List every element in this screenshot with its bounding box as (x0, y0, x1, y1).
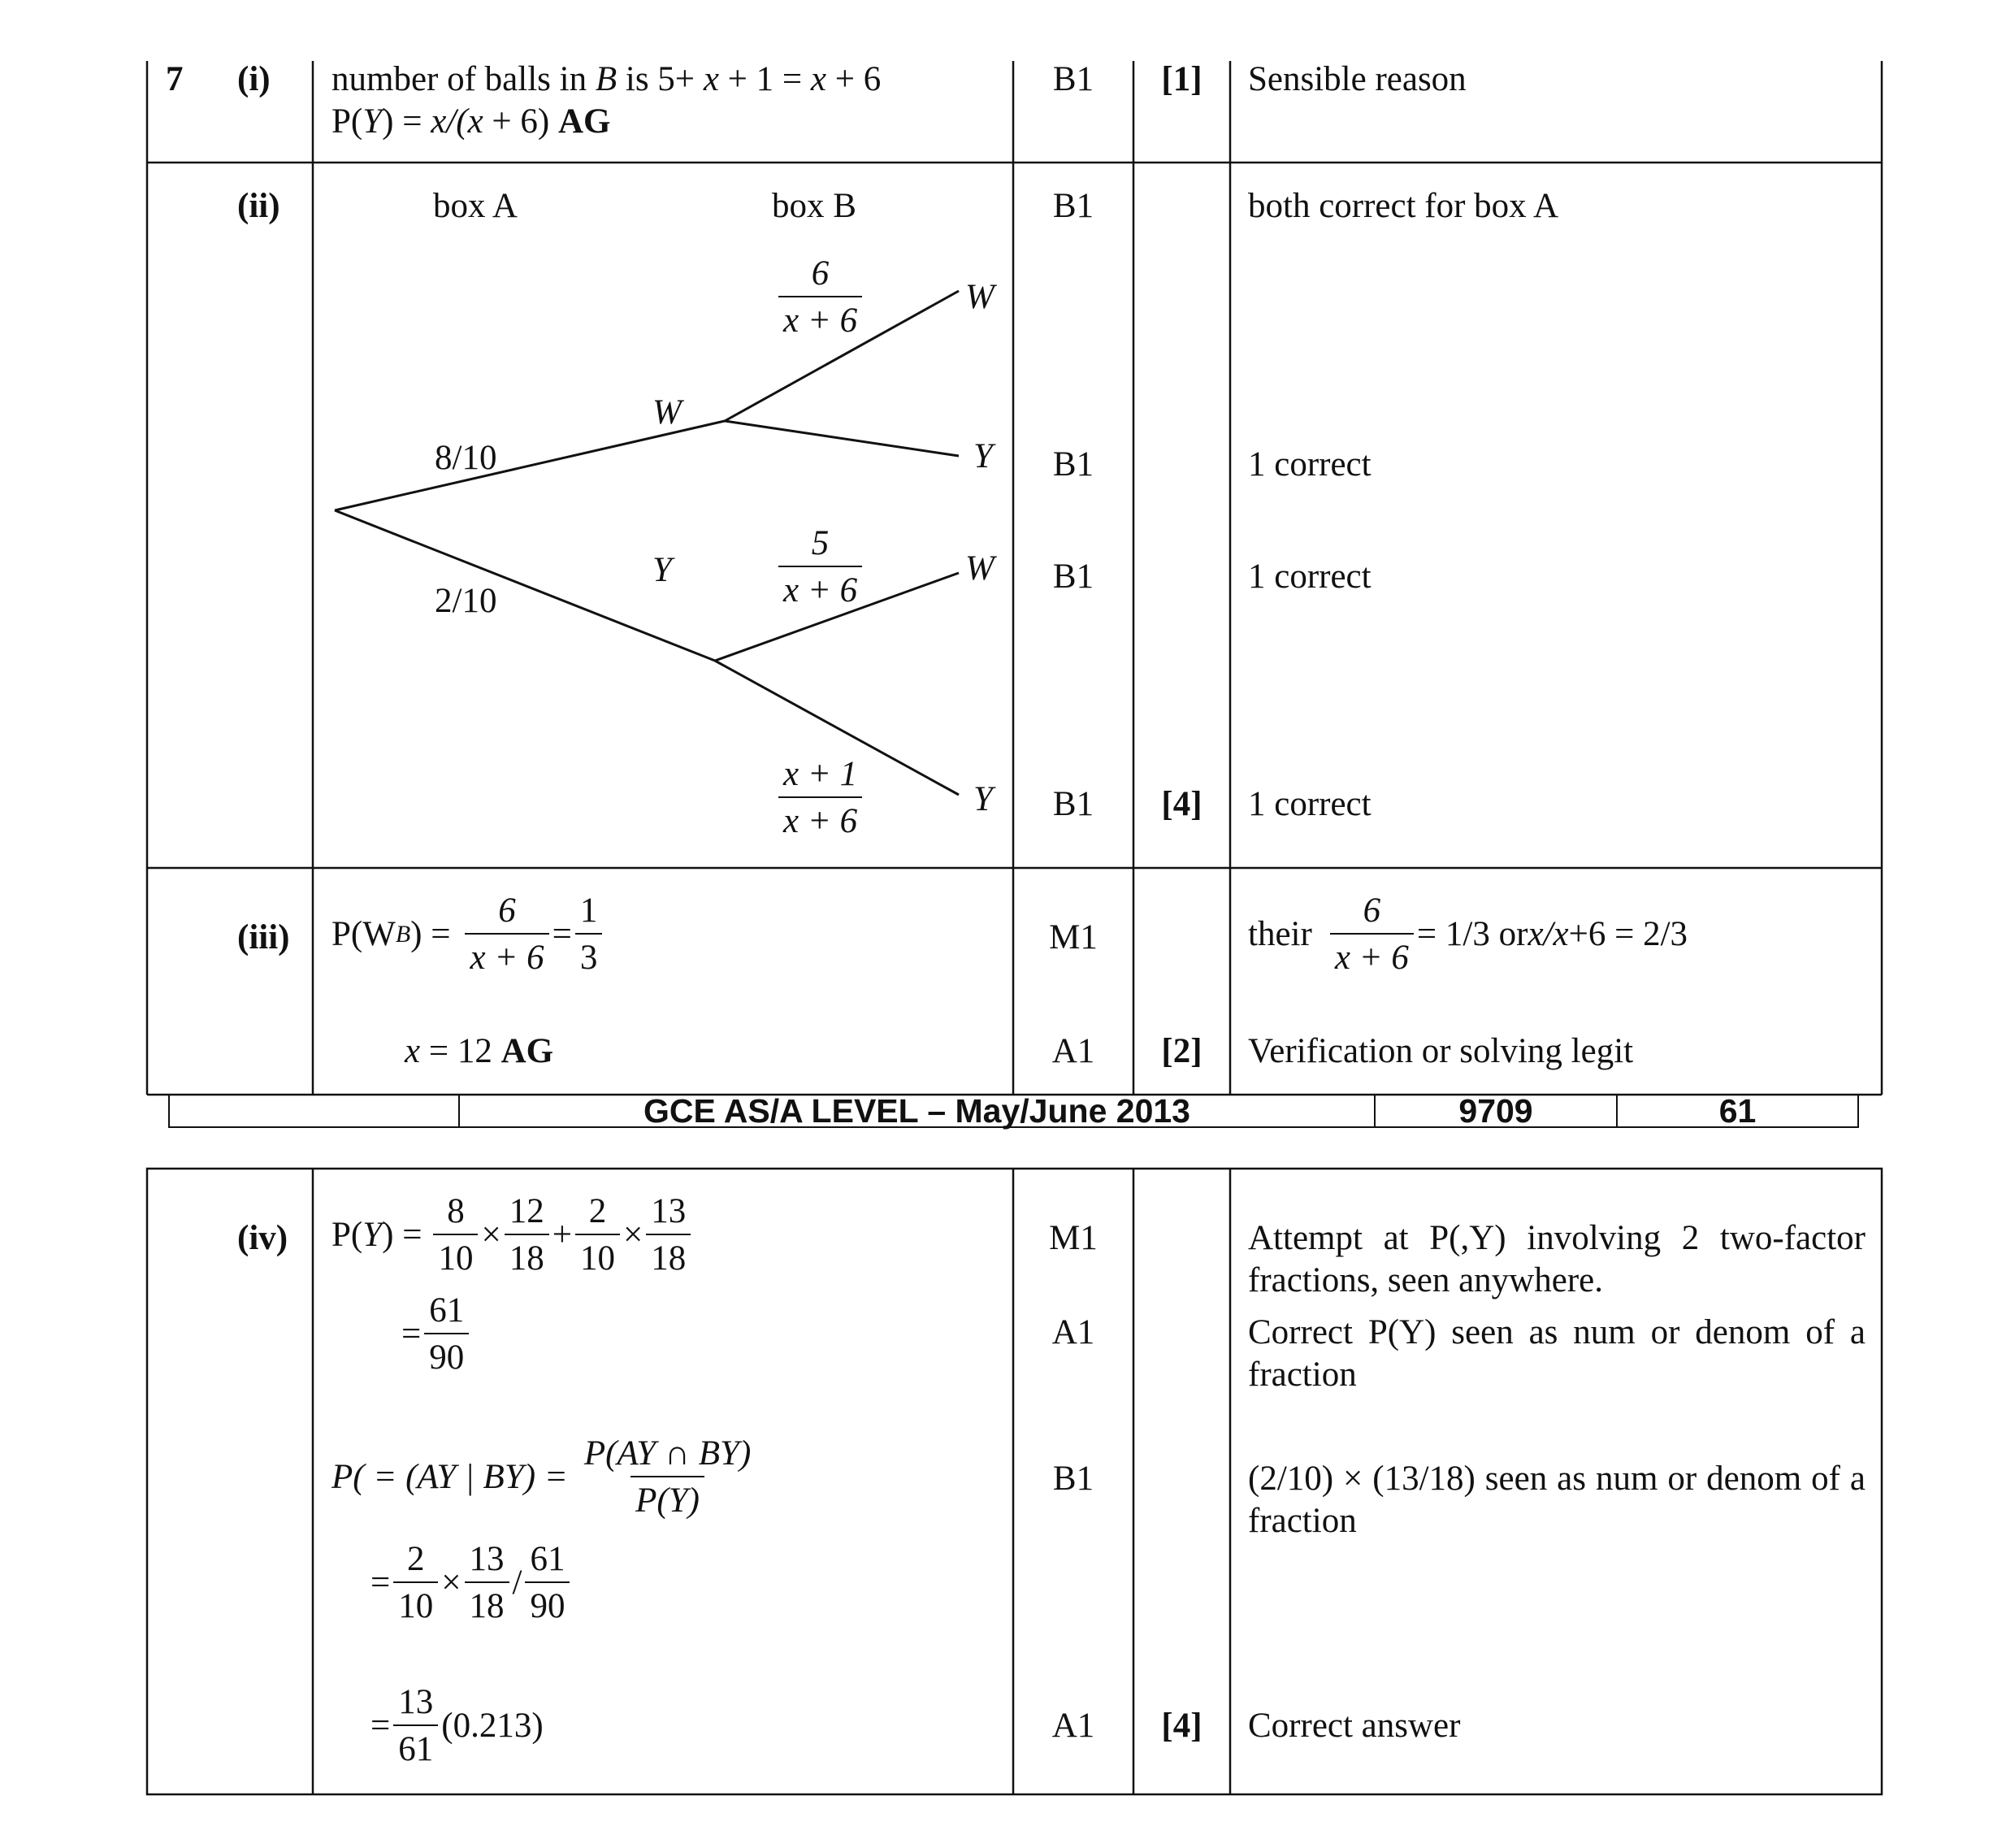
part-i-line1: number of balls in B is 5+ x + 1 = x + 6 (332, 60, 882, 98)
part-ii-label: (ii) (237, 187, 280, 225)
question-number: 7 (166, 60, 184, 98)
leaf-yw: W (965, 549, 994, 588)
part-ii-note-3: 1 correct (1248, 557, 1372, 596)
prob-a-yellow: 2/10 (435, 582, 497, 620)
box-a-label: box A (433, 187, 518, 225)
part-iv-py-result: = $\frac{61}{90}$ (401, 1292, 472, 1377)
part-iv-py-equation: P( Y ) = $\frac{8}{10}$ × $\frac{12}{18}$ + $\frac{2}{10}$ × $\frac{13}{18}$ (332, 1193, 694, 1278)
part-iv-note-4: Correct answer (1248, 1707, 1461, 1745)
part-iii-result: x = 12 AG (405, 1032, 554, 1070)
leaf-ww: W (965, 278, 994, 316)
part-iv-answer: = $\frac{13}{61}$ (0.213) (370, 1683, 544, 1768)
part-i-mark: B1 (1052, 60, 1094, 98)
part-ii-mark-1: B1 (1052, 187, 1094, 225)
node-white: W (652, 393, 682, 432)
part-iv-note-3: (2/10) × (13/18) seen as num or denom of a fraction (1248, 1460, 1866, 1540)
part-iii-mark-2: A1 (1051, 1032, 1095, 1070)
prob-ww: $\frac{6}{x + 6}$ (775, 255, 865, 340)
part-iii-note-2: Verification or solving legit (1248, 1032, 1634, 1070)
part-iv-mark-1: M1 (1049, 1219, 1098, 1257)
part-iv-mark-2: A1 (1051, 1313, 1095, 1351)
branch-a-w (335, 421, 725, 510)
part-iv-total: [4] (1161, 1707, 1202, 1745)
part-iv-conditional: P( = (AY | BY) = $\frac{P(AY \cap BY)}{P(Y)}$ (332, 1434, 752, 1520)
part-i-line2: P(Y) = x/(x + 6) AG (332, 102, 611, 141)
part-i-total: [1] (1161, 60, 1202, 98)
part-i-note: Sensible reason (1248, 60, 1467, 98)
part-ii-mark-4: B1 (1052, 785, 1094, 823)
part-iv-note-2: Correct P(Y) seen as num or denom of a fraction (1248, 1313, 1866, 1394)
prob-a-white: 8/10 (435, 439, 497, 477)
part-iv-conditional-expansion: = $\frac{2}{10}$ × $\frac{13}{18}$ / $\frac{61}{90}$ (370, 1541, 573, 1625)
footer-syllabus-code: 9709 (1458, 1092, 1533, 1130)
box-b-label: box B (772, 187, 856, 225)
leaf-yy: Y (973, 780, 993, 818)
footer-paper: 61 (1718, 1092, 1757, 1130)
part-iv-note-1: Attempt at P(,Y) involving 2 two-factor fractions, seen anywhere. (1248, 1219, 1866, 1299)
part-iii-label: (iii) (237, 918, 290, 957)
part-ii-note-2: 1 correct (1248, 445, 1372, 484)
part-ii-mark-2: B1 (1052, 445, 1094, 484)
node-yellow: Y (652, 551, 672, 589)
part-iii-note-1: their $\frac{6}{x + 6}$ = 1/3 or x/x +6 = 2/3 (1248, 891, 1688, 977)
part-i-label: (i) (237, 60, 271, 98)
part-iii-equation: P(W B ) = $\frac{6}{x + 6}$ = $\frac{1}{3}$ (332, 892, 605, 977)
part-ii-note-1: both correct for box A (1248, 187, 1559, 225)
part-iii-mark-1: M1 (1049, 918, 1098, 957)
footer-title: GCE AS/A LEVEL – May/June 2013 (644, 1092, 1190, 1130)
part-ii-mark-3: B1 (1052, 557, 1094, 596)
prob-yw: $\frac{5}{x + 6}$ (775, 525, 865, 609)
part-iv-label: (iv) (237, 1219, 288, 1257)
leaf-wy: Y (973, 437, 993, 475)
part-ii-total: [4] (1161, 785, 1202, 823)
prob-yy: $\frac{x + 1}{x + 6}$ (775, 756, 865, 840)
part-iii-total: [2] (1161, 1032, 1202, 1070)
part-iv-mark-3: B1 (1052, 1460, 1094, 1498)
branch-w-y (725, 421, 959, 456)
part-ii-note-4: 1 correct (1248, 785, 1372, 823)
part-iv-mark-4: A1 (1051, 1707, 1095, 1745)
